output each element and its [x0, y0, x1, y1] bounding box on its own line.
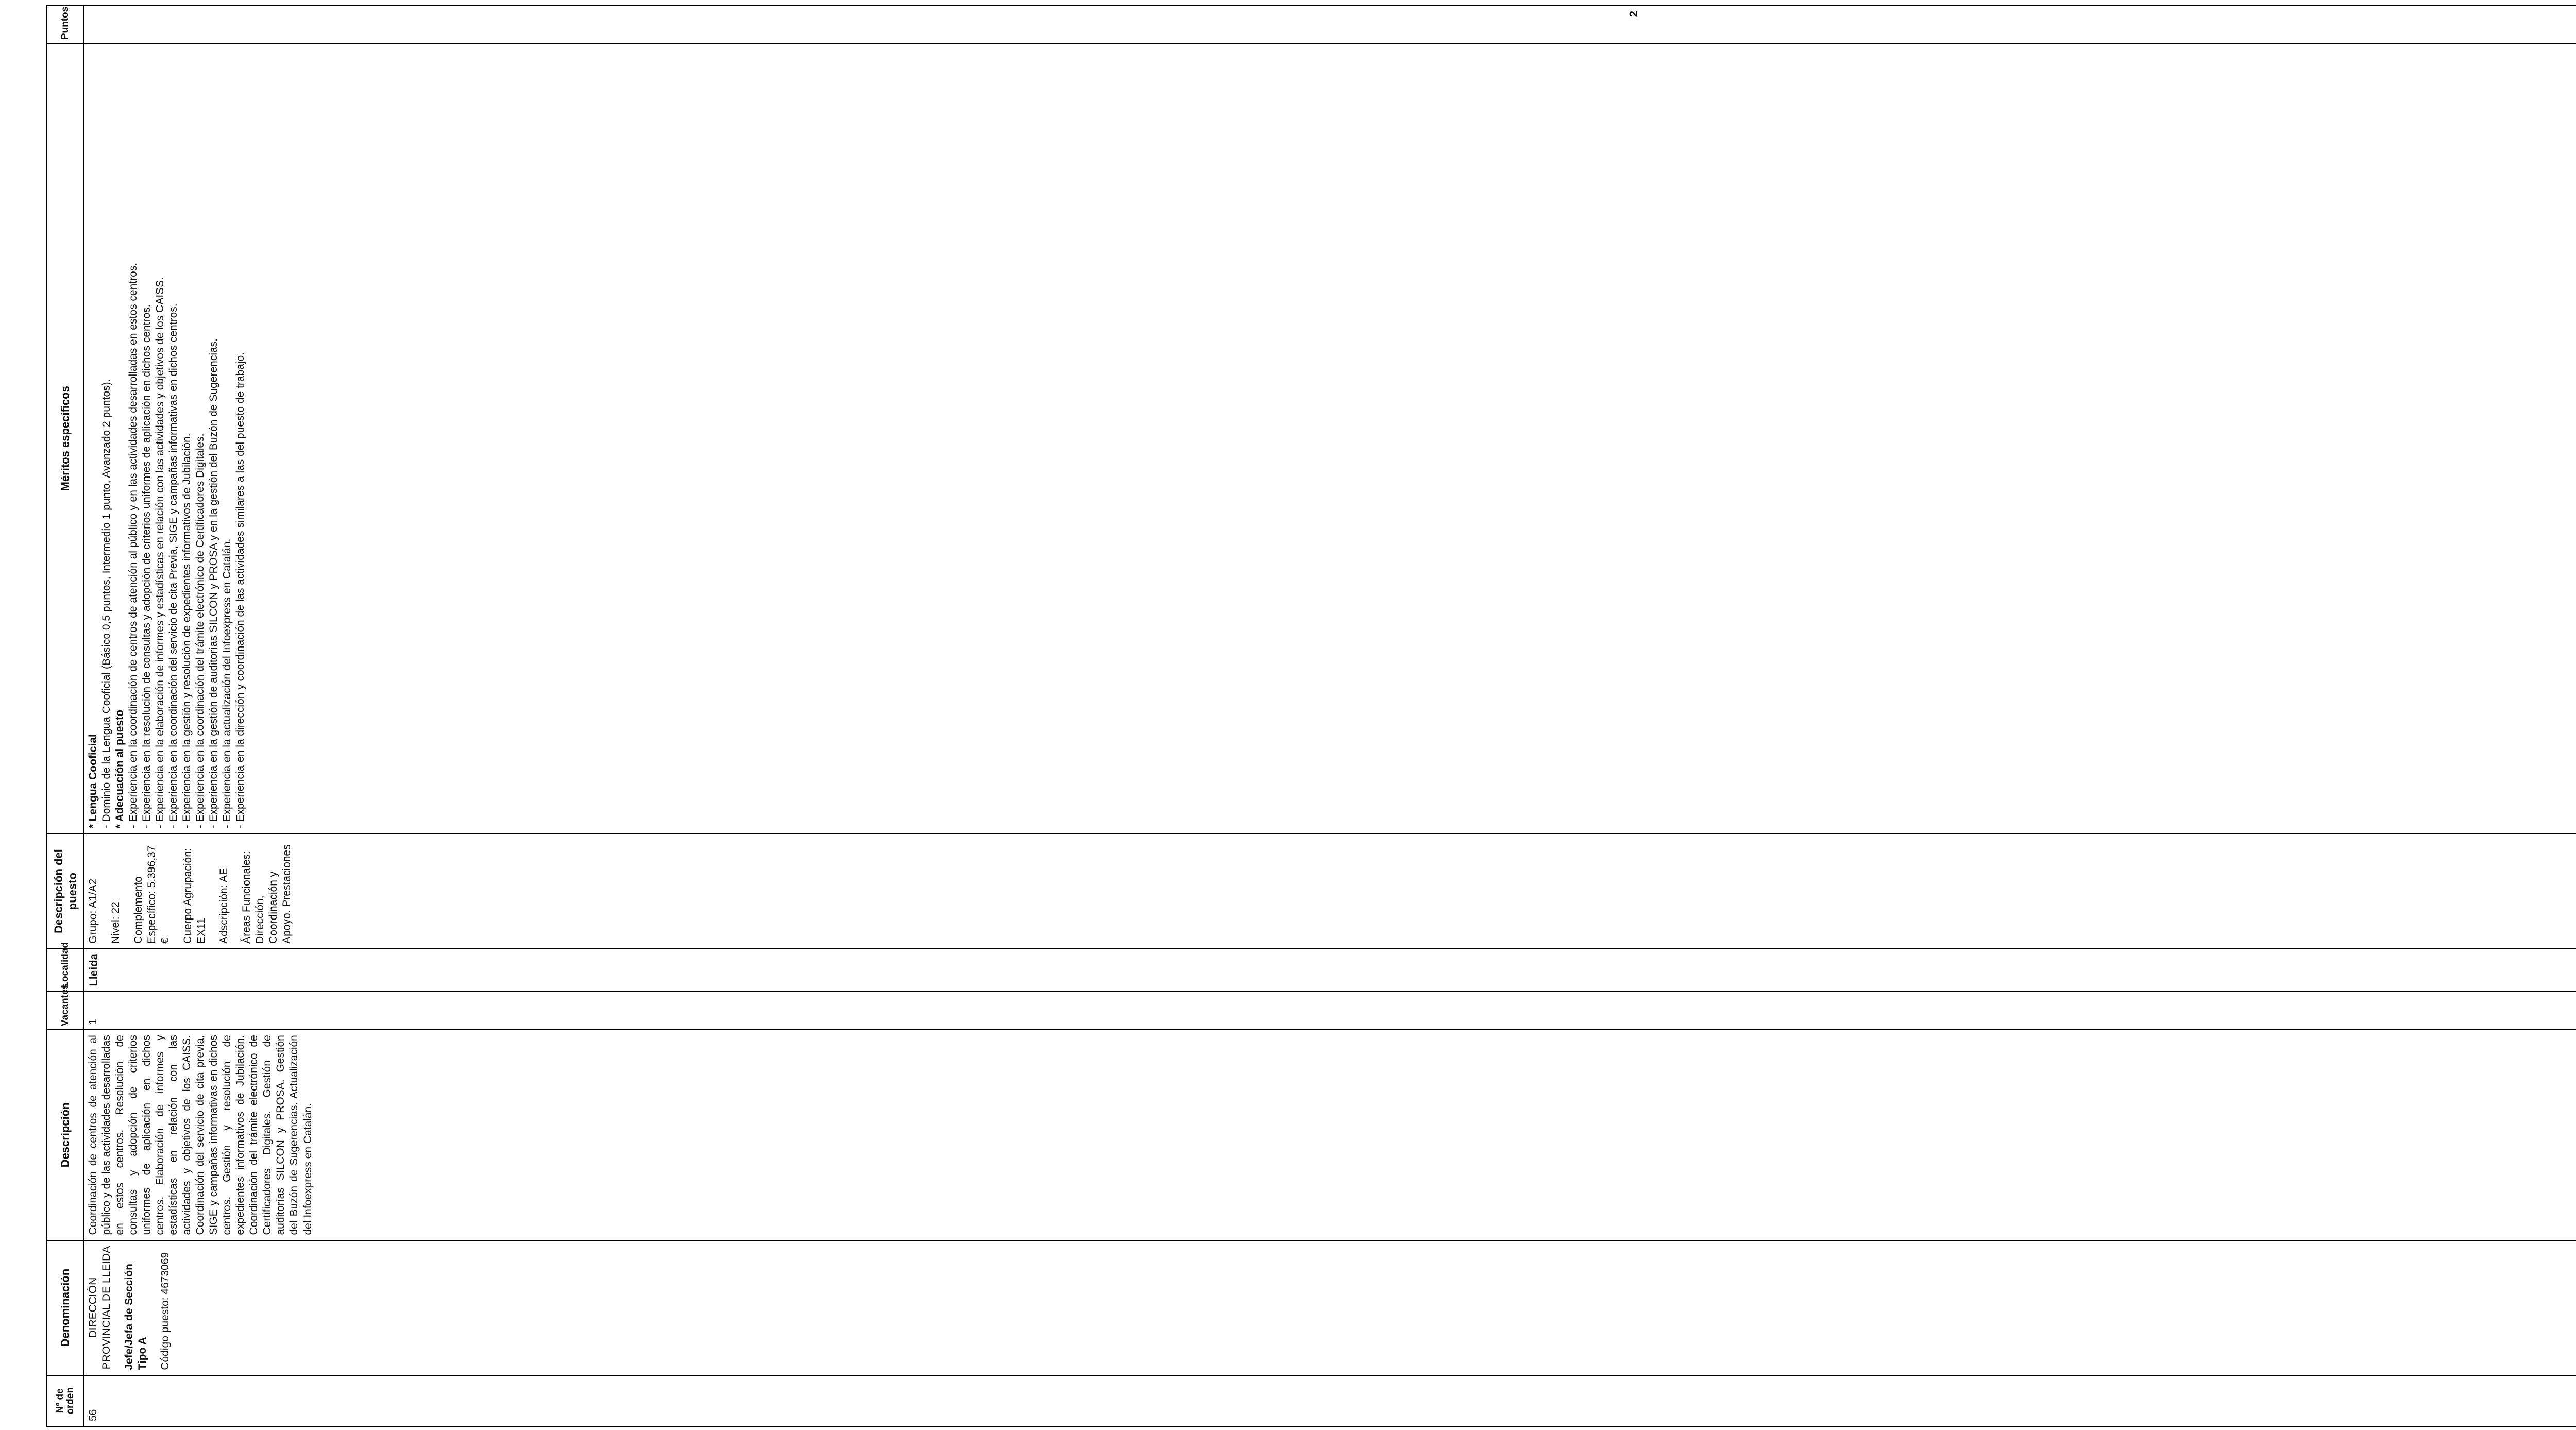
merit-item: - Experiencia en la gestión y resolución de expedientes informativos de Jubilación.: [181, 433, 193, 829]
col-header-puntos: Puntos: [47, 6, 84, 43]
merits-list: [87, 48, 247, 828]
cell-descripcion-puesto: [84, 833, 2576, 949]
puesto-specific-complement: Complemento Específico: 5.396,37 €: [132, 845, 172, 944]
col-header-denominacion: Denominación: [47, 1240, 84, 1375]
merit-section-heading: * Adecuación al puesto: [114, 710, 126, 829]
cell-puntos: [84, 6, 2576, 43]
merit-item: - Experiencia en la coordinación de centros de atención al público y en las actividades desarrolladas en estos centros.: [127, 262, 140, 829]
merit-points: [1640, 11, 2417, 38]
cell-meritos: [84, 43, 2576, 833]
merit-item: - Experiencia en la resolución de consultas y adopción de criterios uniformes de aplicación en dichos centros.: [141, 304, 153, 829]
merit-points: [2417, 11, 2576, 38]
cell-vacantes: 1: [84, 992, 2576, 1030]
puesto-level: Nivel: 22: [110, 901, 122, 944]
merit-points: 2: [1626, 11, 1640, 18]
unit-name: DIRECCIÓN PROVINCIAL DE LLEIDA: [87, 1246, 113, 1370]
cell-orden: 56: [84, 1375, 2576, 1426]
cell-descripcion: Coordinación de centros de atención al público y de las actividades desarrolladas en estos centros. Resolución de consultas y adopción de criterios uniformes de aplicación en dichos centros. Elaboración de informes y estadísticas en relación con las actividades y objetivos de los CAISS. Coordinación del servicio de cita previa, SIGE y campañas informativas en dichos centros. Gestión y resolución de expedientes informativos de Jubilación. Coordinación del trámite electrónico de Certificadores Digitales. Gestión de auditorías SILCON y PROSA. Gestión del Buzón de Sugerencias. Actualización del Infoexpress en Catalán.: [84, 1030, 2576, 1240]
puesto-body-group: Cuerpo Agrupación: EX11: [182, 848, 208, 944]
positions-table: [46, 5, 2576, 1427]
header-row: [47, 6, 84, 1426]
merit-item: - Experiencia en la gestión de auditorías SILCON y PROSA y en la gestión del Buzón de Sugerencias.: [208, 338, 220, 829]
merit-points: [87, 11, 863, 38]
spacer: [113, 1246, 123, 1370]
merit-item: - Experiencia en la coordinación del trámite electrónico de Certificadores Digitales.: [194, 433, 207, 829]
puesto-functional-areas: Áreas Funcionales: Dirección, Coordinación y Apoyo. Prestaciones: [241, 844, 293, 944]
merit-item: - Experiencia en la actualización del Infoexpress en Catalán.: [221, 538, 233, 829]
merit-section-heading: * Lengua Cooficial: [87, 734, 99, 829]
merit-item: - Dominio de la Lengua Cooficial (Básico 0,5 puntos, Intermedio 1 punto, Avanzado 2 puntos).: [100, 379, 113, 829]
table-row: [84, 6, 2576, 1426]
col-header-localidad: Localidad: [47, 949, 84, 992]
cell-localidad: Lleida: [84, 949, 2576, 992]
spacer: [149, 1246, 159, 1370]
page: [46, 5, 1640, 1427]
merit-item: - Experiencia en la dirección y coordinación de las actividades similares a las del puesto de trabajo.: [234, 352, 247, 829]
col-header-descripcion: Descripción: [47, 1030, 84, 1240]
spacer: [123, 839, 132, 944]
cell-denominacion: [84, 1240, 2576, 1375]
position-title: Jefe/Jefa de Sección Tipo A: [123, 1264, 149, 1370]
col-header-descripcion-puesto: Descripción del puesto: [47, 833, 84, 949]
spacer: [231, 839, 240, 944]
position-code: Código puesto: 4673069: [159, 1252, 172, 1370]
table-body: [84, 6, 2576, 1426]
rotated-document: [46, 5, 1640, 1427]
puesto-assignment: Adscripción: AE: [218, 867, 230, 944]
col-header-orden: Nº de orden: [47, 1375, 84, 1426]
spacer: [172, 839, 181, 944]
col-header-vacantes: Vacantes: [47, 992, 84, 1030]
merit-item: - Experiencia en la elaboración de informes y estadísticas en relación con las actividades y objetivos de los CAISS.: [154, 277, 166, 829]
merit-item: - Experiencia en la coordinación del servicio de cita Previa, SIGE y campañas informativas en dichos centros.: [167, 303, 180, 829]
spacer: [208, 839, 217, 944]
spacer: [100, 839, 109, 944]
puesto-group: Grupo: A1/A2: [87, 878, 99, 944]
col-header-meritos: Méritos específicos: [47, 43, 84, 833]
